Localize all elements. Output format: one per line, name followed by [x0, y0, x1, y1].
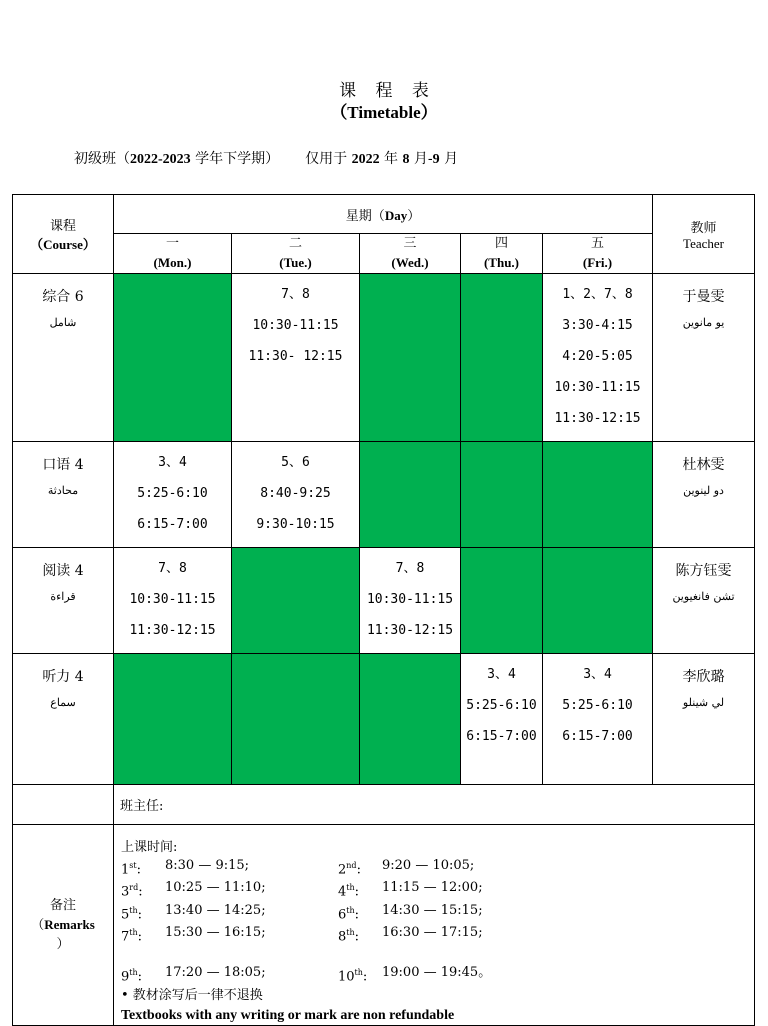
class-slot — [543, 274, 653, 442]
course-row — [13, 442, 755, 548]
period-number: 9 — [121, 969, 130, 985]
slot-periods: 3、4 — [158, 455, 187, 470]
school-year: 2022-2023 — [130, 152, 191, 167]
empty-slot — [543, 442, 653, 548]
period-number: 8 — [338, 929, 347, 945]
period-time: 16:30 — 17:15; — [382, 924, 483, 940]
range-prefix: 仅用于 — [305, 151, 352, 167]
slot-periods: 3、4 — [487, 667, 516, 682]
day-row — [13, 234, 755, 274]
empty-slot — [232, 548, 360, 654]
empty-slot — [461, 274, 543, 442]
course-name-ar: محادثة — [47, 484, 79, 497]
period-time: 11:15 — 12:00; — [382, 880, 483, 896]
period-item: 4th: 11:15 — 12:00; — [338, 880, 483, 900]
period-suffix: th — [346, 883, 355, 893]
period-number: 3 — [121, 884, 130, 900]
slot-time: 8:40-9:25 — [260, 486, 331, 501]
period-suffix: th — [346, 927, 355, 937]
head-teacher-blank — [13, 785, 114, 825]
period-number: 5 — [121, 906, 130, 922]
empty-slot — [461, 548, 543, 654]
range-suffix: 月 — [439, 151, 459, 167]
term: 学年下学期） — [190, 151, 280, 167]
class-prefix: 初级班（ — [74, 151, 130, 167]
empty-slot — [543, 548, 653, 654]
period-number: 2 — [338, 862, 347, 878]
period-time: 8:30 — 9:15; — [165, 858, 250, 873]
course-name-ar: قراءة — [50, 590, 76, 603]
empty-slot — [114, 274, 232, 442]
empty-slot — [114, 654, 232, 785]
period-suffix: st — [129, 861, 137, 870]
teacher-name: 陈方钰雯 — [675, 563, 732, 579]
teacher-cell — [653, 654, 755, 785]
day-header-fri: 五 (Fri.) — [543, 234, 653, 274]
slot-time: 10:30-11:15 — [129, 592, 216, 607]
slot-periods: 7、8 — [395, 561, 425, 576]
course-name-cell — [13, 274, 114, 442]
period-row — [121, 902, 748, 924]
teacher-cell — [653, 274, 755, 442]
term-info — [74, 148, 458, 168]
class-times-intro: 上课时间: — [121, 840, 178, 855]
class-slot — [114, 548, 232, 654]
period-time: 14:30 — 15:15; — [382, 902, 483, 918]
slot-time: 6:15-7:00 — [466, 729, 537, 744]
teacher-name: 于曼雯 — [682, 289, 725, 305]
period-suffix: nd — [346, 861, 357, 870]
period-item: 10th: 19:00 — 19:45。 — [338, 965, 492, 985]
remarks — [114, 825, 755, 1026]
range-year: 2022 — [351, 152, 380, 167]
period-number: 7 — [121, 929, 130, 945]
period-time: 9:20 — 10:05; — [382, 858, 475, 873]
slot-time: 11:30-12:15 — [129, 623, 216, 638]
period-suffix: th — [129, 968, 138, 978]
period-item: 2nd: 9:20 — 10:05; — [338, 858, 475, 878]
slot-periods: 3、4 — [583, 667, 612, 682]
period-time: 10:25 — 11:10; — [165, 880, 266, 896]
period-time: 13:40 — 14:25; — [165, 902, 266, 918]
period-number: 1 — [121, 862, 130, 878]
period-number: 10 — [338, 969, 355, 985]
day-header-thu: 四 (Thu.) — [461, 234, 543, 274]
period-suffix: th — [129, 927, 138, 937]
period-time: 17:20 — 18:05; — [165, 965, 266, 981]
slot-periods: 7、8 — [158, 561, 187, 576]
course-name: 听力 4 — [42, 669, 84, 685]
period-item: 9th: 17:20 — 18:05; — [121, 965, 266, 985]
period-suffix: rd — [129, 883, 139, 893]
slot-time: 9:30-10:15 — [256, 517, 335, 532]
note-en: Textbooks with any writing or mark are non refundable — [121, 1007, 455, 1023]
period-item: 7th: 15:30 — 16:15; — [121, 924, 266, 945]
course-name: 综合 6 — [42, 289, 84, 305]
empty-slot — [360, 274, 461, 442]
day-header-mon: 一 (Mon.) — [114, 234, 232, 274]
period-row — [121, 879, 748, 901]
slot-time: 6:15-7:00 — [562, 729, 633, 744]
remarks-label: 备注 （Remarks ） — [13, 825, 114, 1026]
period-row — [121, 924, 748, 946]
page-title: 课 程 表 — [339, 81, 429, 101]
day-header-tue: 二 (Tue.) — [232, 234, 360, 274]
empty-slot — [461, 442, 543, 548]
slot-time: 4:20-5:05 — [562, 349, 633, 364]
teacher-name-ar: دو لينوين — [683, 484, 724, 497]
period-number: 4 — [338, 884, 347, 900]
slot-time: 10:30-11:15 — [252, 318, 339, 333]
slot-time: 11:30-12:15 — [366, 623, 454, 638]
day-header-wed: 三 (Wed.) — [360, 234, 461, 274]
period-item: 1st: 8:30 — 9:15; — [121, 858, 250, 878]
course-name-ar: شامل — [49, 316, 77, 329]
class-slot — [232, 274, 360, 442]
period-item: 6th: 14:30 — 15:15; — [338, 902, 483, 922]
day-header: 星期（Day） — [114, 195, 653, 234]
class-slot — [114, 442, 232, 548]
slot-time: 5:25-6:10 — [466, 698, 537, 713]
slot-time: 5:25-6:10 — [562, 698, 633, 713]
course-row — [13, 654, 755, 785]
course-name-cell — [13, 442, 114, 548]
range-month-end: 9 — [432, 152, 440, 167]
course-name-ar: سماع — [50, 696, 76, 709]
slot-time: 11:30-12:15 — [554, 411, 641, 426]
slot-periods: 7、8 — [281, 287, 310, 302]
period-time: 15:30 — 16:15; — [165, 924, 266, 940]
period-item: 5th: 13:40 — 14:25; — [121, 902, 266, 922]
teacher-name-ar: تشن فانغيوين — [672, 590, 735, 603]
teacher-cell — [653, 548, 755, 654]
period-suffix: th — [346, 905, 355, 915]
period-time: 19:00 — 19:45。 — [382, 965, 492, 981]
slot-time: 6:15-7:00 — [137, 517, 208, 532]
head-teacher-label: 班主任: — [114, 785, 755, 825]
slot-time: 3:30-4:15 — [562, 318, 633, 333]
period-suffix: th — [354, 968, 363, 978]
course-row — [13, 548, 755, 654]
period-list — [121, 857, 748, 987]
empty-slot — [360, 442, 461, 548]
course-row — [13, 274, 755, 442]
teacher-name-ar: يو مانوين — [682, 316, 725, 329]
slot-periods: 1、2、7、8 — [562, 287, 633, 302]
slot-time: 11:30- 12:15 — [248, 349, 343, 364]
period-number: 6 — [338, 906, 347, 922]
course-name-cell — [13, 548, 114, 654]
page-title-en: （Timetable） — [330, 103, 438, 122]
period-suffix: th — [129, 905, 138, 915]
course-header: 课程 （Course） — [13, 195, 114, 274]
slot-time: 10:30-11:15 — [366, 592, 454, 607]
class-slot — [232, 442, 360, 548]
empty-slot — [360, 654, 461, 785]
teacher-name: 李欣璐 — [682, 669, 725, 685]
class-slot — [360, 548, 461, 654]
range-month-start: 8 — [402, 152, 410, 167]
range-mid1: 年 — [379, 151, 403, 167]
slot-periods: 5、6 — [281, 455, 310, 470]
empty-slot — [232, 654, 360, 785]
slot-time: 10:30-11:15 — [554, 380, 641, 395]
teacher-header: 教师 Teacher — [653, 195, 755, 274]
period-item: 8th: 16:30 — 17:15; — [338, 924, 483, 945]
class-slot — [543, 654, 653, 785]
teacher-name-ar: لي شينلو — [682, 696, 725, 709]
period-row — [121, 964, 748, 986]
timetable — [12, 194, 755, 1026]
course-name: 阅读 4 — [42, 563, 84, 579]
teacher-name: 杜林雯 — [682, 457, 725, 473]
class-slot — [461, 654, 543, 785]
slot-time: 5:25-6:10 — [137, 486, 208, 501]
note-cn: • 教材涂写后一律不退换 — [121, 987, 263, 1003]
period-row — [121, 857, 748, 879]
course-name-cell — [13, 654, 114, 785]
range-mid2: 月- — [409, 151, 433, 167]
course-name: 口语 4 — [42, 457, 84, 473]
teacher-cell — [653, 442, 755, 548]
period-item: 3rd: 10:25 — 11:10; — [121, 880, 266, 900]
